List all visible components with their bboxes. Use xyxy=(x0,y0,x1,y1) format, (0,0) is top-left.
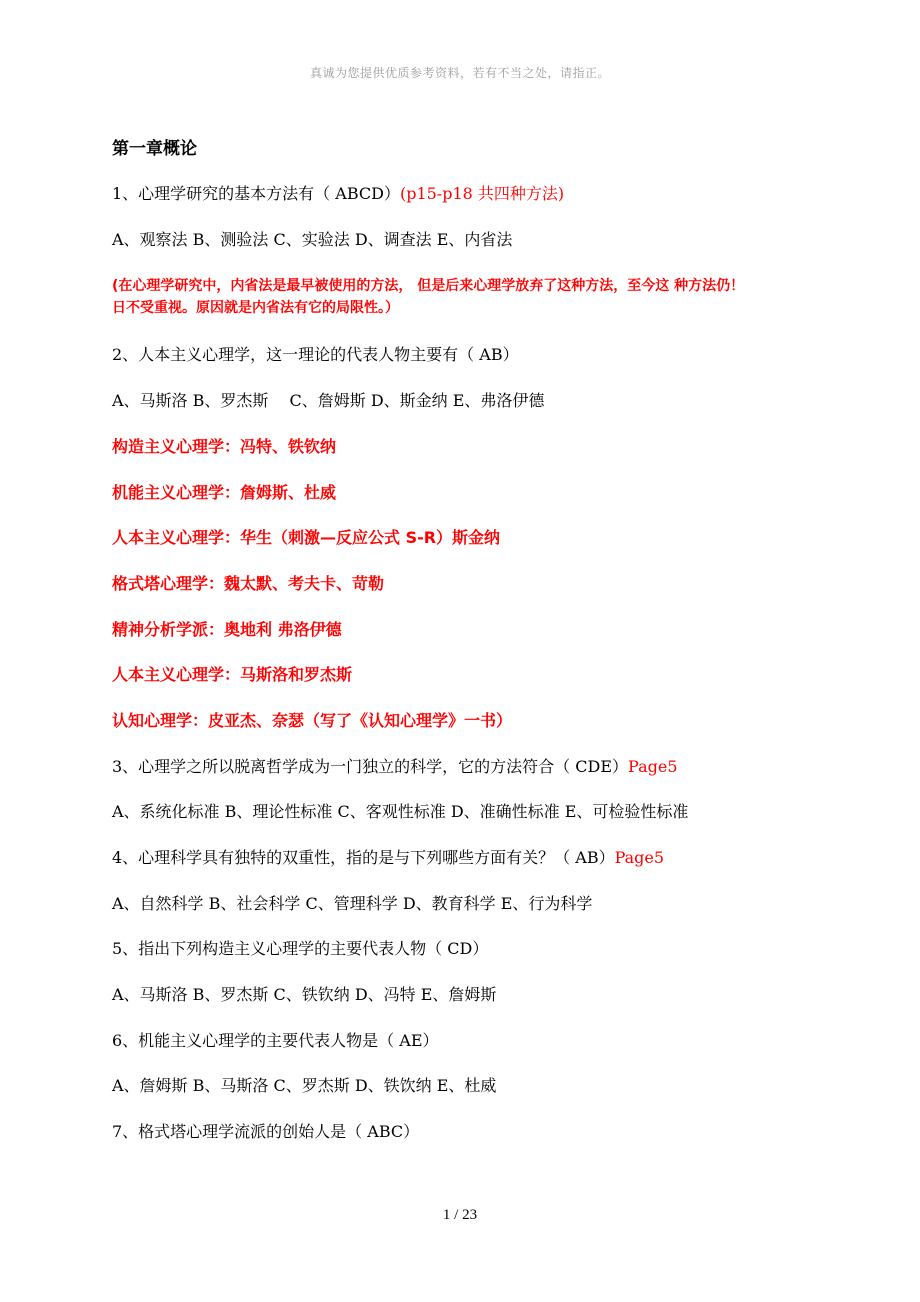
question-3-options: A、系统化标准 B、理论性标准 C、客观性标准 D、准确性标准 E、可检验性标准 xyxy=(112,802,689,821)
question-7-text: 7、格式塔心理学流派的创始人是（ ABC） xyxy=(112,1122,420,1141)
question-4-text: 4、心理科学具有独特的双重性，指的是与下列哪些方面有关？（ AB） xyxy=(112,848,615,867)
school-humanism-behaviorism: 人本主义心理学：华生（刺激—反应公式 S-R）斯金纳 xyxy=(112,528,501,547)
question-4 xyxy=(112,848,664,868)
header-note: 真诚为您提供优质参考资料，若有不当之处，请指正。 xyxy=(309,66,610,80)
school-gestalt: 格式塔心理学：魏太默、考夫卡、苛勒 xyxy=(112,574,385,593)
question-4-options: A、自然科学 B、社会科学 C、管理科学 D、教育科学 E、行为科学 xyxy=(112,894,593,913)
question-3-note: Page5 xyxy=(628,757,678,776)
question-1-explanation-line1: (在心理学研究中，内省法是最早被使用的方法， 但是后来心理学放弃了这种方法，至今这 种方法仍！ xyxy=(112,278,745,294)
school-structuralism: 构造主义心理学：冯特、铁钦纳 xyxy=(112,437,337,456)
question-3 xyxy=(112,757,678,777)
question-1-text: 1、心理学研究的基本方法有（ ABCD） xyxy=(112,184,400,203)
question-5-text: 5、指出下列构造主义心理学的主要代表人物（ CD） xyxy=(112,939,489,958)
page-number: 1 / 23 xyxy=(442,1207,478,1223)
question-1-note: (p15-p18 共四种方法) xyxy=(399,184,565,203)
question-5-options: A、马斯洛 B、罗杰斯 C、铁钦纳 D、冯特 E、詹姆斯 xyxy=(112,985,497,1004)
question-3-text: 3、心理学之所以脱离哲学成为一门独立的科学，它的方法符合（ CDE） xyxy=(112,757,629,776)
question-1 xyxy=(112,184,564,204)
question-2-options: A、马斯洛 B、罗杰斯 C、詹姆斯 D、斯金纳 E、弗洛伊德 xyxy=(112,391,545,410)
school-cognitive: 认知心理学：皮亚杰、奈瑟（写了《认知心理学》一书） xyxy=(112,711,513,730)
school-psychoanalysis: 精神分析学派：奥地利 弗洛伊德 xyxy=(112,620,342,639)
question-4-note: Page5 xyxy=(614,848,665,867)
question-6-text: 6、机能主义心理学的主要代表人物是（ AE） xyxy=(112,1031,439,1050)
question-2-text: 2、人本主义心理学，这一理论的代表人物主要有（ AB） xyxy=(112,345,519,364)
question-1-options: A、观察法 B、测验法 C、实验法 D、调查法 E、内省法 xyxy=(112,230,513,249)
chapter-title: 第一章概论 xyxy=(112,139,197,159)
school-humanism: 人本主义心理学：马斯洛和罗杰斯 xyxy=(112,665,353,684)
question-6-options: A、詹姆斯 B、马斯洛 C、罗杰斯 D、铁饮纳 E、杜威 xyxy=(112,1076,497,1095)
question-1-explanation-line2: 日不受重视。原因就是内省法有它的局限性。） xyxy=(112,300,399,316)
school-functionalism: 机能主义心理学：詹姆斯、杜威 xyxy=(112,483,337,502)
